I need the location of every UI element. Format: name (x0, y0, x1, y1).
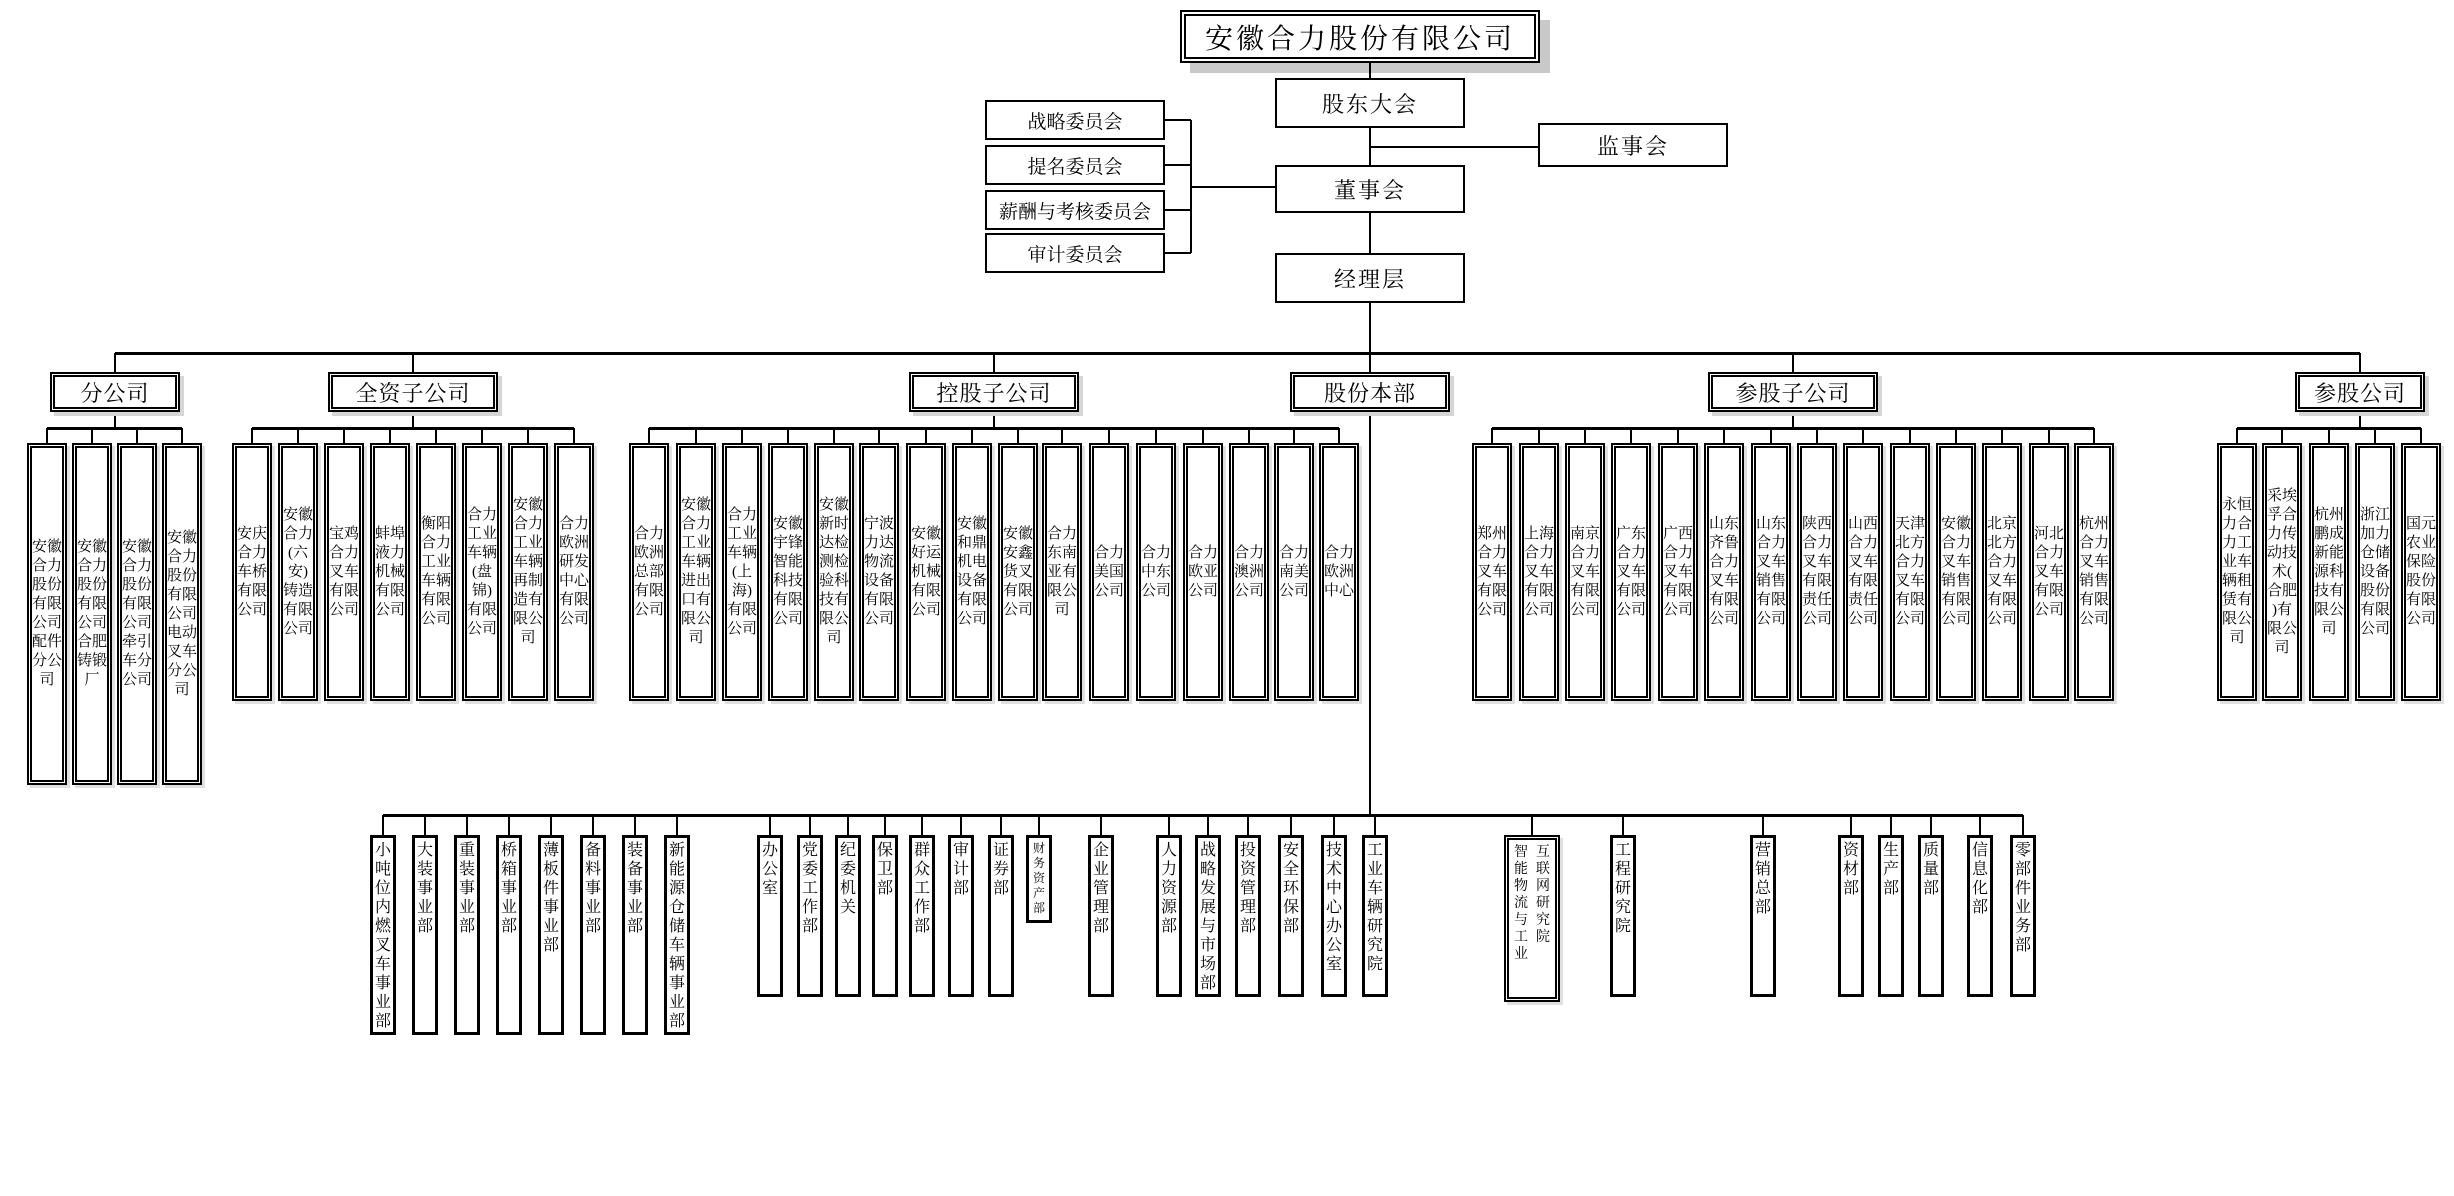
department-label: 安全环保部 (1282, 842, 1299, 935)
department-label: 党委工作部 (801, 842, 818, 935)
department-box (909, 835, 935, 997)
department-label: 桥箱事业部 (500, 842, 517, 935)
department-box (872, 835, 898, 997)
company-label: 安徽合力股份有限公司电动叉车分公司 (167, 529, 198, 698)
child-stub (2236, 428, 2238, 443)
category-box (1290, 372, 1450, 412)
department-stub (884, 815, 886, 835)
company-label: 广东合力叉车有限公司 (1616, 525, 1647, 618)
category-label: 分公司 (80, 380, 150, 406)
company-box (232, 443, 272, 701)
child-stub (1248, 428, 1250, 443)
department-label: 资材部 (1842, 842, 1859, 897)
category-stub (2359, 353, 2361, 372)
company-label: 安徽和鼎机电设备有限公司 (957, 516, 988, 627)
company-box (2355, 443, 2395, 701)
committee-label: 薪酬与考核委员会 (998, 201, 1151, 223)
company-box (1519, 443, 1559, 701)
company-box (1089, 443, 1129, 701)
company-box (768, 443, 808, 701)
child-stub (1677, 428, 1679, 443)
company-box (2262, 443, 2302, 701)
board-of-directors-box (1275, 165, 1465, 213)
department-label-column: 互联网研究院 (1536, 845, 1550, 945)
company-title: 安徽合力股份有限公司 (1204, 23, 1515, 55)
child-stub (1770, 428, 1772, 443)
category-box (328, 372, 498, 412)
child-stub (1723, 428, 1725, 443)
company-box (906, 443, 946, 701)
child-stub (1584, 428, 1586, 443)
child-stub (925, 428, 927, 443)
department-stub (769, 815, 771, 835)
company-box (462, 443, 502, 701)
department-label: 纪委机关 (839, 842, 856, 916)
child-stub (971, 428, 973, 443)
department-label: 新能源仓储车辆事业部 (668, 842, 685, 1030)
department-box (370, 835, 396, 1035)
company-box (1658, 443, 1698, 701)
company-label: 合力南美公司 (1279, 544, 1310, 599)
company-label: 山西合力叉车有限责任公司 (1848, 516, 1879, 627)
company-box (117, 443, 157, 785)
company-label: 陕西合力叉车有限责任公司 (1802, 516, 1833, 627)
department-stub (550, 815, 552, 835)
company-label: 永恒力合力工业车辆租赁有限公司 (2222, 497, 2253, 646)
department-label: 人力资源部 (1160, 842, 1177, 935)
department-stub (1290, 815, 1292, 835)
company-label: 安徽合力叉车销售有限公司 (1941, 516, 1972, 627)
company-label: 天津北方合力叉车有限公司 (1895, 516, 1926, 627)
department-box (1610, 835, 1636, 997)
department-box (1088, 835, 1114, 997)
company-label: 采埃孚合力传动技术(合肥)有限公司 (2267, 487, 2298, 656)
company-label: 安徽合力工业车辆再制造有限公司 (513, 497, 544, 646)
department-label: 工业车辆研究院 (1366, 842, 1383, 973)
child-stub (2420, 428, 2422, 443)
company-box (1936, 443, 1976, 701)
child-stub (91, 428, 93, 443)
company-box (1611, 443, 1651, 701)
department-stub (1100, 815, 1102, 835)
company-label: 浙江加力仓储设备股份有限公司 (2360, 506, 2391, 637)
company-box (278, 443, 318, 701)
committee-label: 审计委员会 (1027, 244, 1123, 266)
category-box (50, 372, 180, 412)
company-box (1042, 443, 1082, 701)
company-label: 杭州合力叉车销售有限公司 (2079, 516, 2110, 627)
department-label: 大装事业部 (416, 842, 433, 935)
category-stub (412, 353, 414, 372)
department-label: 重装事业部 (458, 842, 475, 935)
department-box (948, 835, 974, 997)
company-box (508, 443, 548, 701)
department-stub (1000, 815, 1002, 835)
department-stub (1247, 815, 1249, 835)
department-label: 工程研究院 (1614, 842, 1631, 935)
committee-box (985, 100, 1165, 140)
category-stub (1792, 353, 1794, 372)
company-box (27, 443, 67, 785)
department-stub (1531, 815, 1533, 835)
company-label: 安徽安鑫货叉有限公司 (1003, 525, 1034, 618)
department-label: 零部件业务部 (2014, 842, 2031, 954)
department-stub (676, 815, 678, 835)
company-box (1751, 443, 1791, 701)
company-label: 衡阳合力工业车辆有限公司 (421, 516, 452, 627)
company-label: 安徽好运机械有限公司 (911, 525, 942, 618)
child-stub (648, 428, 650, 443)
child-stub (181, 428, 183, 443)
category-box (2295, 372, 2425, 412)
department-box (664, 835, 690, 1035)
committee-label: 提名委员会 (1027, 156, 1123, 178)
child-stub (1955, 428, 1957, 443)
child-stub (435, 428, 437, 443)
company-box (1136, 443, 1176, 701)
child-stub (1108, 428, 1110, 443)
department-stub (1762, 815, 1764, 835)
company-box (1319, 443, 1359, 701)
company-label: 河北合力叉车有限公司 (2034, 525, 2065, 618)
child-stub (1816, 428, 1818, 443)
department-box (580, 835, 606, 1035)
category-label: 全资子公司 (355, 380, 471, 406)
department-box (412, 835, 438, 1035)
department-box (454, 835, 480, 1035)
department-label: 战略发展与市场部 (1199, 842, 1216, 992)
department-box (1321, 835, 1347, 997)
company-box (324, 443, 364, 701)
child-stub (1338, 428, 1340, 443)
trunk-board-to-management (1369, 213, 1371, 253)
department-stub (424, 815, 426, 835)
department-stub (1333, 815, 1335, 835)
department-box (835, 835, 861, 997)
company-box (1982, 443, 2022, 701)
department-box (2010, 835, 2036, 997)
department-stub (1622, 815, 1624, 835)
children-bus (47, 427, 182, 430)
department-label: 质量部 (1922, 842, 1939, 897)
supervisory-board-box (1538, 123, 1728, 167)
child-stub (46, 428, 48, 443)
department-box (496, 835, 522, 1035)
department-label: 办公室 (761, 842, 778, 897)
management-level-label: 经理层 (1333, 266, 1406, 292)
company-box (1183, 443, 1223, 701)
child-stub (136, 428, 138, 443)
category-stub (993, 353, 995, 372)
children-bus (649, 427, 1339, 430)
company-box (1797, 443, 1837, 701)
department-stub (1207, 815, 1209, 835)
company-box (859, 443, 899, 701)
child-stub (1293, 428, 1295, 443)
department-box (1967, 835, 1993, 997)
committee-box (985, 233, 1165, 273)
department-box (757, 835, 783, 997)
department-label: 装备事业部 (626, 842, 643, 935)
department-box (1918, 835, 1944, 997)
department-stub (1168, 815, 1170, 835)
company-label: 安徽合力股份有限公司合肥铸锻厂 (77, 539, 108, 688)
company-box (2029, 443, 2069, 701)
committee-stub (1165, 119, 1191, 121)
department-box (1362, 835, 1388, 997)
department-stub (1930, 815, 1932, 835)
child-stub (1630, 428, 1632, 443)
category-label: 参股子公司 (1735, 380, 1851, 406)
category-label: 参股公司 (2313, 380, 2406, 406)
shareholders-meeting-box (1275, 78, 1465, 128)
company-label: 广西合力叉车有限公司 (1663, 525, 1694, 618)
child-stub (2374, 428, 2376, 443)
child-stub (1017, 428, 1019, 443)
company-label: 安徽合力(六安)铸造有限公司 (283, 506, 314, 637)
department-box (1838, 835, 1864, 997)
company-box (2309, 443, 2349, 701)
child-stub (573, 428, 575, 443)
company-label: 宁波力达物流设备有限公司 (864, 516, 895, 627)
department-stub (960, 815, 962, 835)
company-label: 安徽新时达检测检验科技有限公司 (819, 497, 850, 646)
department-label: 证券部 (992, 842, 1009, 897)
department-stub (921, 815, 923, 835)
department-label: 营销总部 (1754, 842, 1771, 916)
company-box (1704, 443, 1744, 701)
company-label: 安徽合力工业车辆进出口有限公司 (681, 497, 712, 646)
child-stub (1155, 428, 1157, 443)
category-label: 股份本部 (1323, 380, 1416, 406)
company-label: 杭州鹏成新能源科技有限公司 (2314, 506, 2345, 637)
child-stub (1909, 428, 1911, 443)
company-box (814, 443, 854, 701)
company-label: 南京合力叉车有限公司 (1570, 525, 1601, 618)
company-label: 国元农业保险股份有限公司 (2406, 516, 2437, 627)
company-label: 北京北方合力叉车有限公司 (1987, 516, 2018, 627)
company-label: 合力工业车辆(上海)有限公司 (727, 506, 758, 637)
child-stub (2093, 428, 2095, 443)
category-stub (114, 353, 116, 372)
company-label: 山东合力叉车销售有限公司 (1756, 516, 1787, 627)
child-stub (527, 428, 529, 443)
company-box (952, 443, 992, 701)
company-label: 合力欧洲研发中心有限公司 (559, 516, 590, 627)
child-stub (2328, 428, 2330, 443)
child-stub (389, 428, 391, 443)
company-label: 上海合力叉车有限公司 (1524, 525, 1555, 618)
company-label: 山东齐鲁合力叉车有限公司 (1709, 516, 1740, 627)
department-box (797, 835, 823, 997)
company-box (370, 443, 410, 701)
company-label: 合力欧洲中心 (1324, 544, 1355, 599)
department-stub (809, 815, 811, 835)
child-stub (787, 428, 789, 443)
company-box (1843, 443, 1883, 701)
company-box (722, 443, 762, 701)
child-stub (481, 428, 483, 443)
company-label: 蚌埠液力机械有限公司 (375, 525, 406, 618)
department-label: 薄板件事业部 (542, 842, 559, 954)
company-label: 合力东南亚有限公司 (1047, 525, 1078, 618)
department-stub (2022, 815, 2024, 835)
committee-box (985, 190, 1165, 230)
department-box (1235, 835, 1261, 997)
department-box (988, 835, 1014, 997)
company-label: 安徽合力股份有限公司配件分公司 (32, 539, 63, 688)
company-label: 合力澳洲公司 (1234, 544, 1265, 599)
child-stub (2001, 428, 2003, 443)
child-stub (297, 428, 299, 443)
department-box (1156, 835, 1182, 997)
child-stub (1202, 428, 1204, 443)
department-label: 信息化部 (1971, 842, 1988, 916)
connector-committees-to-board (1191, 186, 1275, 188)
company-label: 合力工业车辆(盘锦)有限公司 (467, 506, 498, 637)
company-label: 安庆合力车桥有限公司 (237, 525, 268, 618)
department-label: 备料事业部 (584, 842, 601, 935)
company-box (2401, 443, 2441, 701)
company-label: 安徽宇锋智能科技有限公司 (773, 516, 804, 627)
company-box (998, 443, 1038, 701)
department-box (1504, 835, 1560, 1002)
department-label: 财务资产部 (1032, 841, 1045, 915)
department-box (1195, 835, 1221, 997)
department-stub (1890, 815, 1892, 835)
department-stub (634, 815, 636, 835)
company-box (676, 443, 716, 701)
company-label: 宝鸡合力叉车有限公司 (329, 525, 360, 618)
company-title-box (1180, 10, 1540, 63)
department-stub (1850, 815, 1852, 835)
category-bus (115, 352, 2360, 355)
department-label: 生产部 (1882, 842, 1899, 897)
children-bus (1492, 427, 2094, 430)
company-box (1472, 443, 1512, 701)
department-box (1278, 835, 1304, 997)
company-label: 郑州合力叉车有限公司 (1477, 525, 1508, 618)
supervisory-board-label: 监事会 (1596, 133, 1669, 159)
children-bus (252, 427, 574, 430)
company-box (416, 443, 456, 701)
department-label-column: 智能物流与工业 (1514, 845, 1528, 962)
department-label: 技术中心办公室 (1325, 842, 1342, 973)
department-box (1878, 835, 1904, 997)
child-stub (1491, 428, 1493, 443)
department-stub (847, 815, 849, 835)
committee-stub (1165, 164, 1191, 166)
category-box (909, 372, 1079, 412)
company-box (1229, 443, 1269, 701)
category-box (1708, 372, 1878, 412)
board-of-directors-label: 董事会 (1333, 177, 1406, 203)
trunk-title-to-shareholders (1369, 63, 1371, 78)
committee-stub (1165, 252, 1191, 254)
department-stub (1038, 815, 1040, 835)
company-label: 合力中东公司 (1141, 544, 1172, 599)
child-stub (833, 428, 835, 443)
company-label: 合力美国公司 (1094, 544, 1125, 599)
child-stub (1862, 428, 1864, 443)
company-label: 合力欧洲总部有限公司 (634, 525, 665, 618)
company-box (629, 443, 669, 701)
child-stub (695, 428, 697, 443)
departments-bus (383, 814, 2023, 817)
department-box (622, 835, 648, 1035)
connector-supervisory-board (1370, 146, 1538, 148)
committee-stub (1165, 209, 1191, 211)
department-label: 投资管理部 (1239, 842, 1256, 935)
department-label: 企业管理部 (1092, 842, 1109, 935)
department-label: 群众工作部 (913, 842, 930, 935)
company-box (72, 443, 112, 785)
department-box (1026, 835, 1052, 923)
child-stub (2281, 428, 2283, 443)
child-stub (741, 428, 743, 443)
company-box (554, 443, 594, 701)
department-label: 小吨位内燃叉车事业部 (374, 842, 391, 1030)
child-stub (1061, 428, 1063, 443)
company-box (1274, 443, 1314, 701)
company-box (162, 443, 202, 785)
child-stub (343, 428, 345, 443)
department-stub (1374, 815, 1376, 835)
child-stub (878, 428, 880, 443)
company-box (1890, 443, 1930, 701)
child-stub (2048, 428, 2050, 443)
company-box (1565, 443, 1605, 701)
category-label: 控股子公司 (936, 380, 1052, 406)
company-label: 合力欧亚公司 (1188, 544, 1219, 599)
department-box (1750, 835, 1776, 997)
committee-label: 战略委员会 (1027, 111, 1123, 133)
shareholders-meeting-label: 股东大会 (1321, 91, 1418, 117)
child-stub (1538, 428, 1540, 443)
child-stub (251, 428, 253, 443)
company-label: 安徽合力股份有限公司牵引车分公司 (122, 539, 153, 688)
department-label: 保卫部 (876, 842, 893, 897)
company-box (2217, 443, 2257, 701)
company-box (2074, 443, 2114, 701)
department-stub (508, 815, 510, 835)
department-stub (1979, 815, 1981, 835)
department-stub (592, 815, 594, 835)
management-level-box (1275, 253, 1465, 303)
department-stub (466, 815, 468, 835)
committee-box (985, 145, 1165, 185)
department-label: 审计部 (952, 842, 969, 897)
department-box (538, 835, 564, 1035)
department-stub (382, 815, 384, 835)
